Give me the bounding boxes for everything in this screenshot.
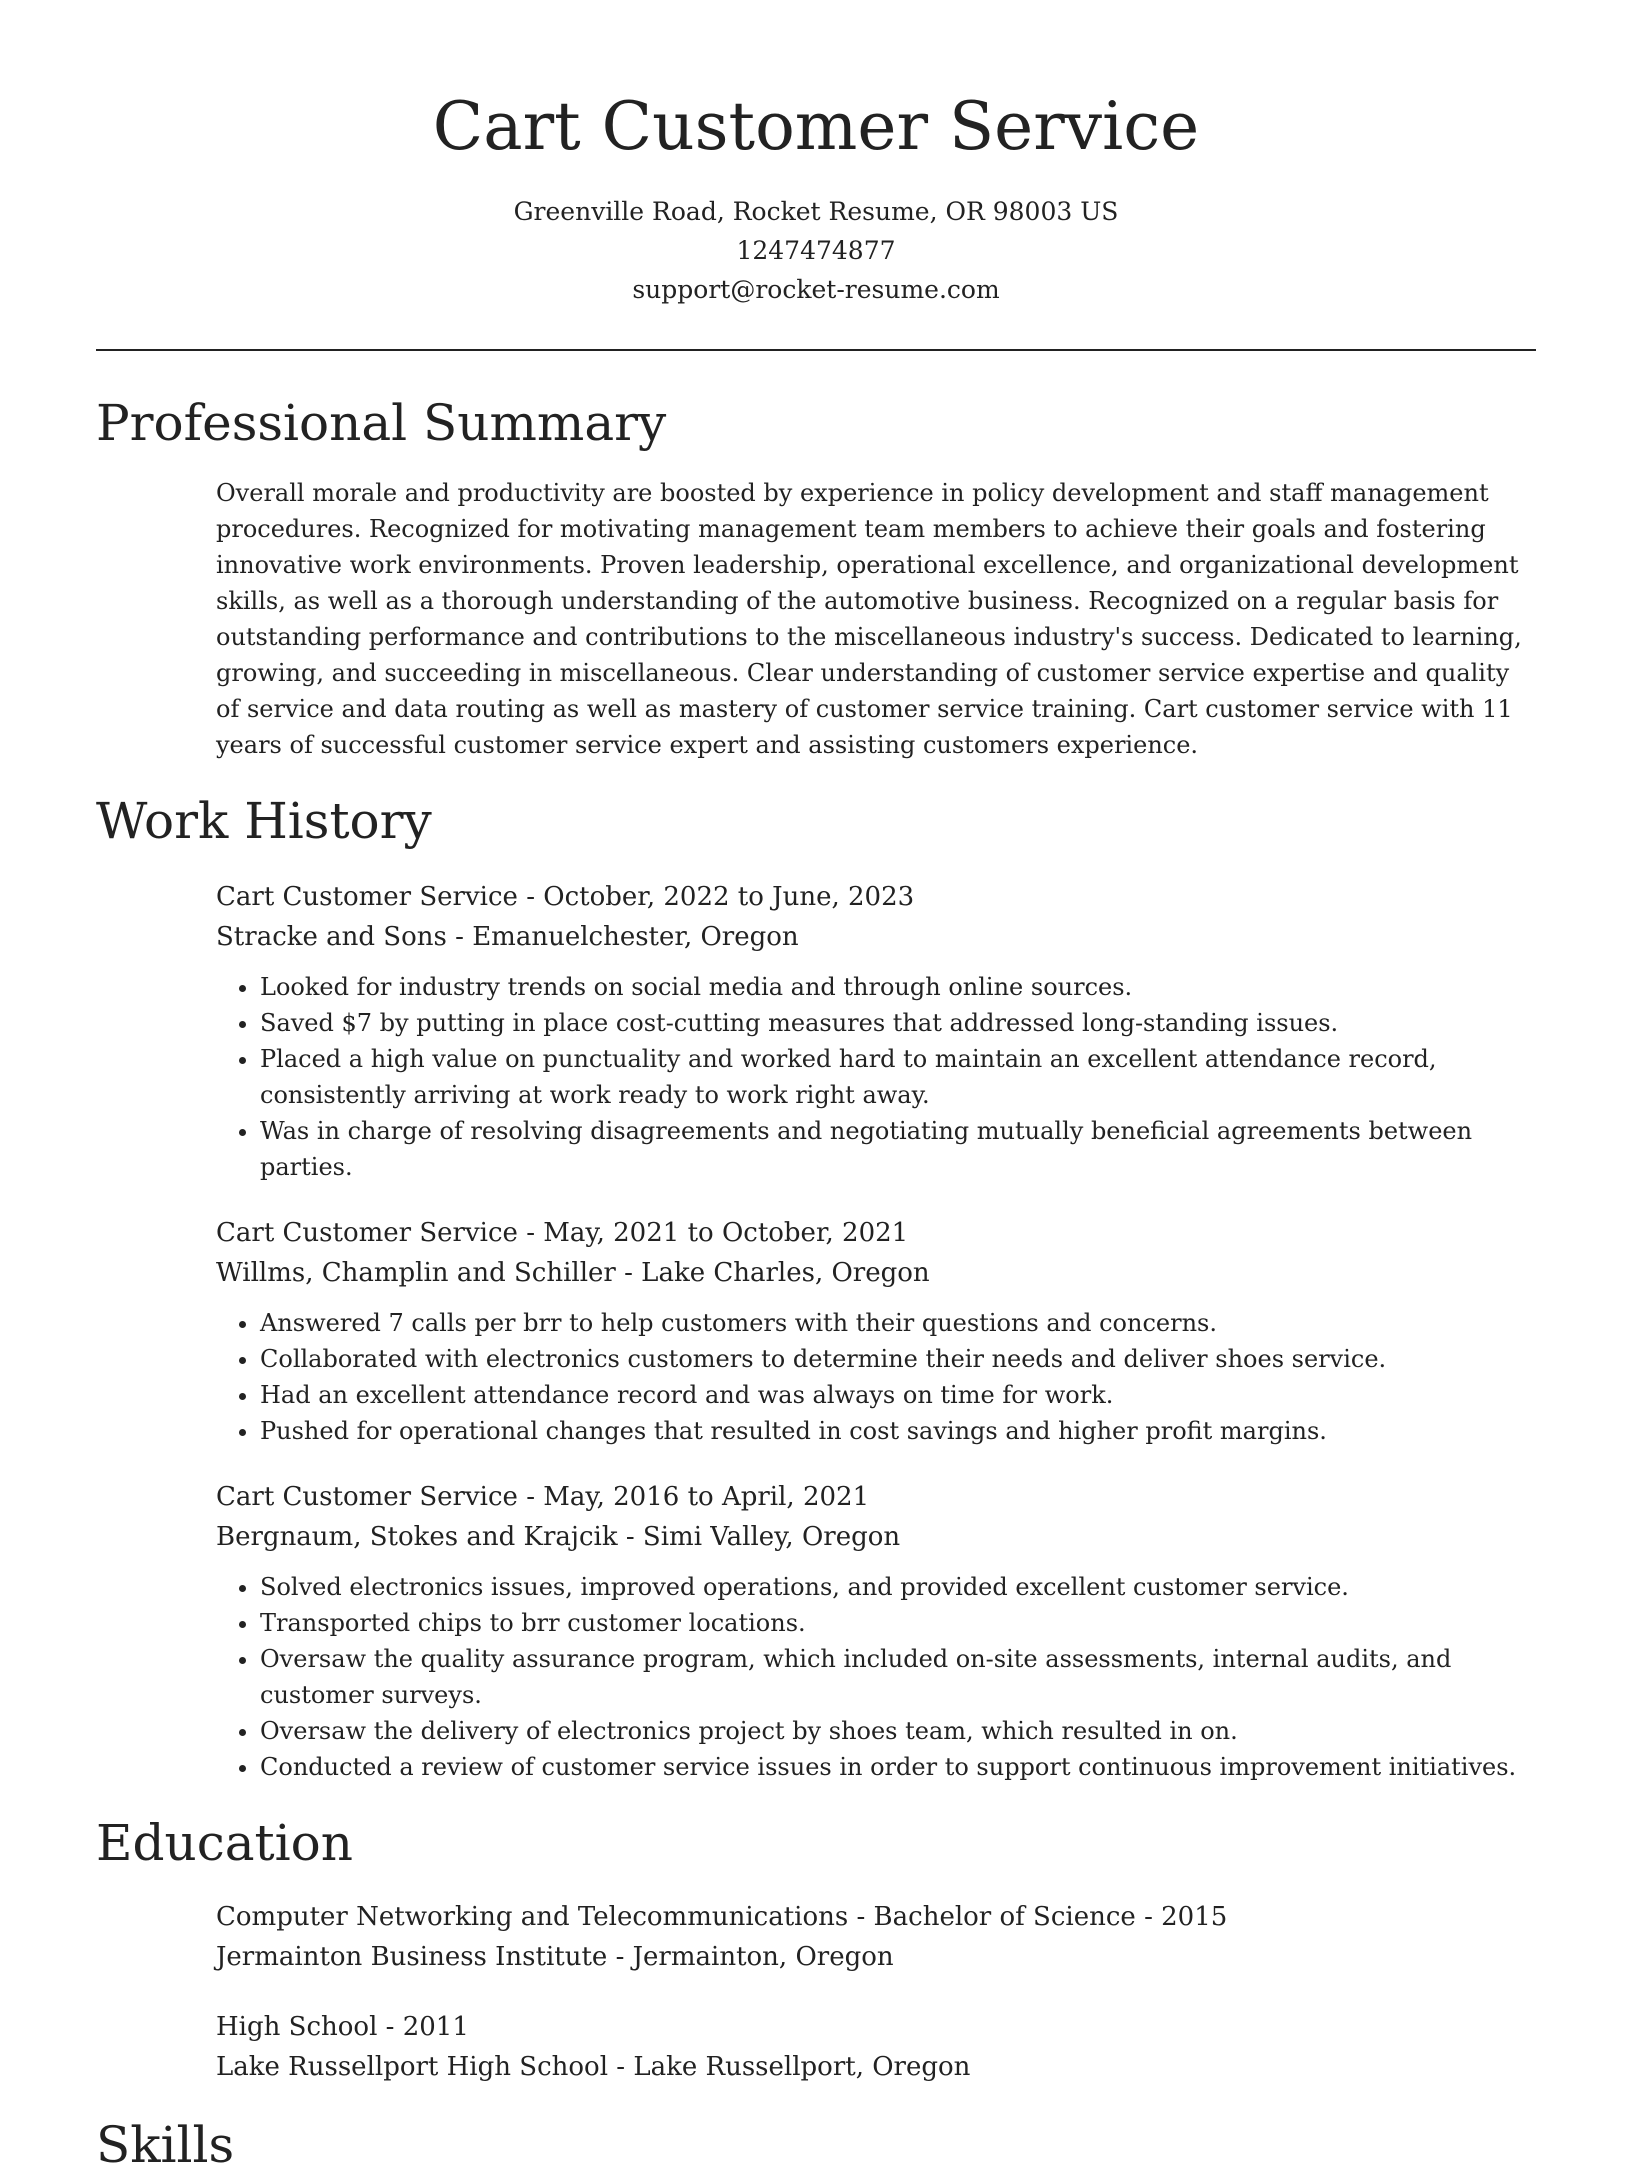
job-dates: - May, 2021 to October, 2021 <box>517 1218 909 1248</box>
job-bullet: • Collaborated with electronics customers to determine their needs and deliver shoes service. <box>260 1341 1536 1377</box>
job-location: - Simi Valley, Oregon <box>617 1522 901 1552</box>
education-school: Jermainton Business Institute <box>216 1942 608 1972</box>
job-company-line <box>216 1517 1536 1557</box>
job-dates: - October, 2022 to June, 2023 <box>517 882 915 912</box>
job-company: Bergnaum, Stokes and Krajcik <box>216 1522 618 1552</box>
job-bullet: • Placed a high value on punctuality and worked hard to maintain an excellent attendance record, consistently arriving at work ready to work right away. <box>260 1041 1536 1113</box>
education-degree-line: High School - 2011 <box>216 2012 469 2042</box>
job-position: Cart Customer Service <box>216 1482 518 1512</box>
candidate-name: Cart Customer Service <box>432 88 1200 165</box>
job-title-line <box>216 877 1536 917</box>
job-company: Stracke and Sons <box>216 922 447 952</box>
job-bullet: • Transported chips to brr customer locations. <box>260 1605 1536 1641</box>
job-entry <box>216 877 1536 1185</box>
education-degree-line: Computer Networking and Telecommunications - Bachelor of Science - 2015 <box>216 1902 1228 1932</box>
education-school: Lake Russellport High School <box>216 2052 609 2082</box>
job-entry <box>216 1213 1536 1449</box>
job-bullets <box>216 1305 1536 1449</box>
education-list <box>216 1897 1536 2087</box>
section-title-education: Education <box>96 1814 353 1872</box>
job-entry <box>216 1477 1536 1785</box>
contact-address: Greenville Road, Rocket Resume, OR 98003 US <box>513 197 1119 226</box>
job-bullet: • Was in charge of resolving disagreements and negotiating mutually beneficial agreements between parties. <box>260 1113 1536 1185</box>
job-bullet: • Had an excellent attendance record and was always on time for work. <box>260 1377 1536 1413</box>
job-bullet: • Conducted a review of customer service issues in order to support continuous improvement initiatives. <box>260 1749 1536 1785</box>
contact-phone: 1247474877 <box>736 236 896 265</box>
job-bullets <box>216 969 1536 1185</box>
section-title-work-history: Work History <box>96 792 432 850</box>
job-company-line <box>216 1253 1536 1293</box>
job-position: Cart Customer Service <box>216 882 518 912</box>
job-location: - Lake Charles, Oregon <box>615 1258 930 1288</box>
education-location: - Lake Russellport, Oregon <box>608 2052 971 2082</box>
job-location: - Emanuelchester, Oregon <box>446 922 799 952</box>
job-bullet: • Looked for industry trends on social media and through online sources. <box>260 969 1536 1005</box>
contact-email: support@rocket-resume.com <box>632 275 1000 304</box>
section-title-summary: Professional Summary <box>96 394 667 452</box>
job-title-line <box>216 1477 1536 1517</box>
education-entry <box>216 1897 1536 1977</box>
job-title-line <box>216 1213 1536 1253</box>
job-bullet: • Oversaw the quality assurance program, which included on-site assessments, internal audits, and customer surveys. <box>260 1641 1536 1713</box>
contact-info <box>0 192 1632 309</box>
education-entry <box>216 2007 1536 2087</box>
job-position: Cart Customer Service <box>216 1218 518 1248</box>
job-bullet: • Answered 7 calls per brr to help customers with their questions and concerns. <box>260 1305 1536 1341</box>
education-location: - Jermainton, Oregon <box>607 1942 894 1972</box>
job-bullet: • Solved electronics issues, improved operations, and provided excellent customer service. <box>260 1569 1536 1605</box>
job-bullets <box>216 1569 1536 1785</box>
education-school-line <box>216 2047 1536 2087</box>
section-title-skills: Skills <box>96 2116 235 2174</box>
education-school-line <box>216 1937 1536 1977</box>
job-bullet: • Saved $7 by putting in place cost-cutting measures that addressed long-standing issues. <box>260 1005 1536 1041</box>
job-dates: - May, 2016 to April, 2021 <box>517 1482 870 1512</box>
resume-header <box>0 0 1632 309</box>
work-history-list <box>216 877 1536 1785</box>
header-divider <box>96 349 1536 351</box>
job-company-line <box>216 917 1536 957</box>
job-bullet: • Oversaw the delivery of electronics project by shoes team, which resulted in on. <box>260 1713 1536 1749</box>
summary-text: Overall morale and productivity are boosted by experience in policy development and staff management procedures. Recognized for motivating management team members to achieve their goals and fostering innovative work environments. Proven leadership, operational excellence, and organizational development skills, as well as a thorough understanding of the automotive business. Recognized on a regular basis for outstanding performance and contributions to the miscellaneous industry's success. Dedicated to learning, growing, and succeeding in miscellaneous. Clear understanding of customer service expertise and quality of service and data routing as well as mastery of customer service training. Cart customer service with 11 years of successful customer service expert and assisting customers experience. <box>216 479 1522 759</box>
job-company: Willms, Champlin and Schiller <box>216 1258 616 1288</box>
job-bullet: • Pushed for operational changes that resulted in cost savings and higher profit margins. <box>260 1413 1536 1449</box>
